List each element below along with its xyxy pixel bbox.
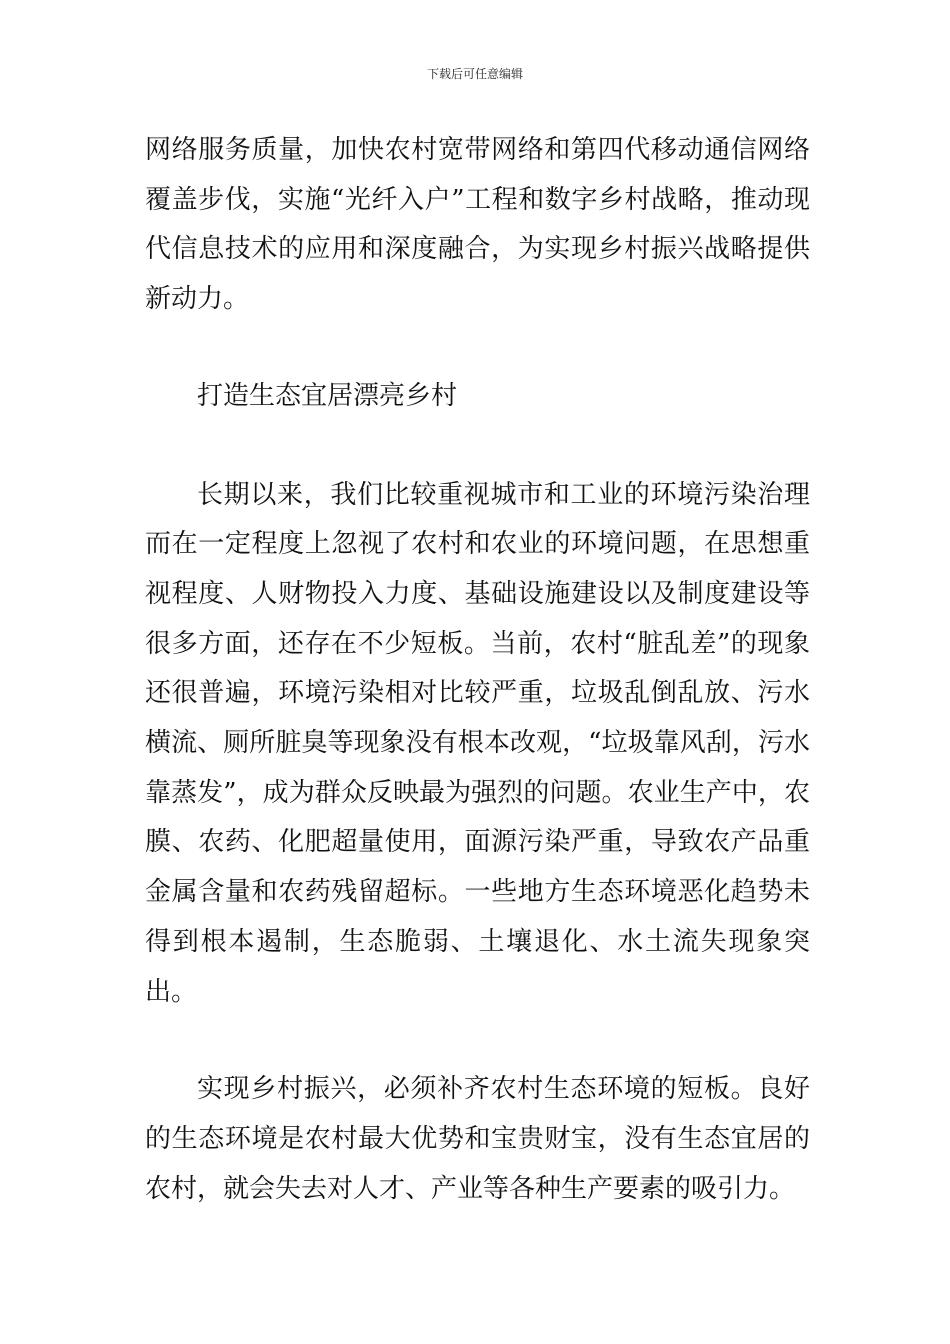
paragraph-rural-revitalization: 实现乡村振兴，必须补齐农村生态环境的短板。良好的生态环境是农村最大优势和宝贵财宝，没有生态宜居的农村，就会失去对人才、产业等各种生产要素的吸引力。 — [145, 1074, 810, 1204]
page-header: 下载后可任意编辑 — [426, 67, 523, 81]
paragraph-environment-problems: 长期以来，我们比较重视城市和工业的环境污染治理而在一定程度上忽视了农村和农业的环境问题，在思想重视程度、人财物投入力度、基础设施建设以及制度建设等很多方面，还存在不少短板。当前，农村“脏乱差”的现象还很普遍，环境污染相对比较严重，垃圾乱倒乱放、污水横流、厕所脏臭等现象没有根本改观，“垃圾靠风刮，污水靠蒸发”，成为群众反映最为强烈的问题。农业生产中，农膜、农药、化肥超量使用，面源污染严重，导致农产品重金属含量和农药残留超标。一些地方生态环境恶化趋势未得到根本遏制，生态脆弱、土壤退化、水土流失现象突出。 — [145, 479, 810, 1007]
section-heading: 打造生态宜居漂亮乡村 — [197, 380, 458, 411]
paragraph-continuation: 网络服务质量，加快农村宽带网络和第四代移动通信网络覆盖步伐，实施“光纤入户”工程和数字乡村战略，推动现代信息技术的应用和深度融合，为实现乡村振兴战略提供新动力。 — [145, 135, 810, 315]
document-body — [145, 126, 810, 1214]
